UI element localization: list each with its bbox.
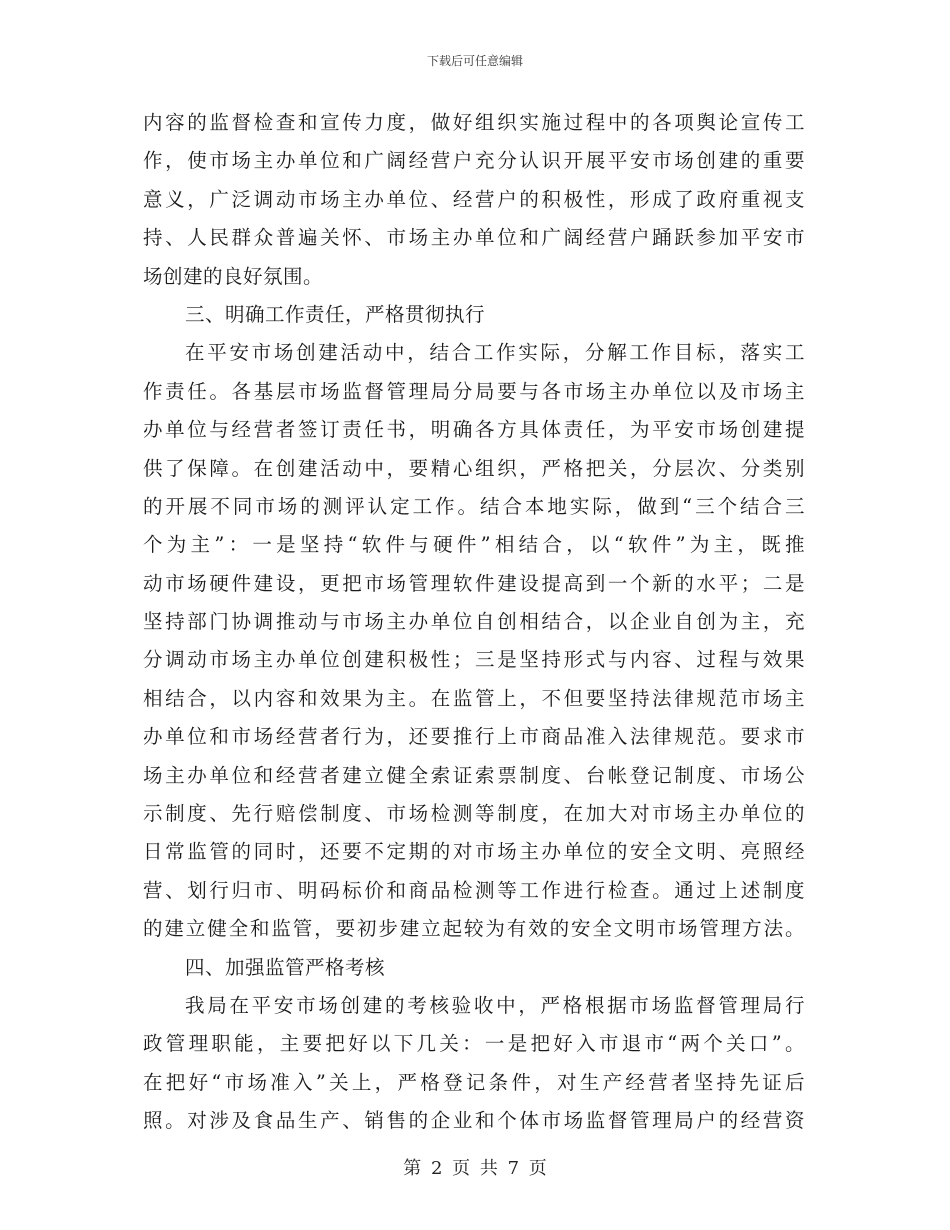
paragraph-line: 示制度、先行赔偿制度、市场检测等制度，在加大对市场主办单位的 <box>143 802 805 826</box>
paragraph-line: 办单位和市场经营者行为，还要推行上市商品准入法律规范。要求市 <box>143 725 805 749</box>
page-number-footer: 第 2 页 共 7 页 <box>403 1158 547 1179</box>
paragraph-line: 坚持部门协调推动与市场主办单位自创相结合，以企业自创为主，充 <box>143 610 805 634</box>
paragraph-line: 作责任。各基层市场监督管理局分局要与各市场主办单位以及市场主 <box>143 379 805 403</box>
paragraph-line: 我局在平安市场创建的考核验收中，严格根据市场监督管理局行 <box>185 993 805 1017</box>
paragraph-line: 的开展不同市场的测评认定工作。结合本地实际，做到“三个结合三 <box>143 494 805 518</box>
page-header-note: 下载后可任意编辑 <box>426 54 523 68</box>
paragraph-line: 动市场硬件建设，更把市场管理软件建设提高到一个新的水平；二是 <box>143 571 805 595</box>
paragraph-line: 营、划行归市、明码标价和商品检测等工作进行检查。通过上述制度 <box>143 878 805 902</box>
paragraph-line: 意义，广泛调动市场主办单位、经营户的积极性，形成了政府重视支 <box>143 187 805 211</box>
paragraph-line: 持、人民群众普遍关怀、市场主办单位和广阔经营户踊跃参加平安市 <box>143 226 805 250</box>
paragraph-line: 办单位与经营者签订责任书，明确各方具体责任，为平安市场创建提 <box>143 418 805 442</box>
paragraph-line: 的建立健全和监管，要初步建立起较为有效的安全文明市场管理方法。 <box>143 917 805 941</box>
paragraph-line: 个为主”：一是坚持“软件与硬件”相结合，以“软件”为主，既推 <box>143 533 805 557</box>
paragraph-line: 照。对涉及食品生产、销售的企业和个体市场监督管理局户的经营资 <box>143 1109 805 1133</box>
paragraph-line: 日常监管的同时，还要不定期的对市场主办单位的安全文明、亮照经 <box>143 840 805 864</box>
paragraph-line: 政管理职能，主要把好以下几关：一是把好入市退市“两个关口”。 <box>143 1032 805 1056</box>
paragraph-line: 在平安市场创建活动中，结合工作实际，分解工作目标，落实工 <box>185 341 805 365</box>
paragraph-line: 内容的监督检查和宣传力度，做好组织实施过程中的各项舆论宣传工 <box>143 111 805 134</box>
paragraph-line: 相结合，以内容和效果为主。在监管上，不但要坚持法律规范市场主 <box>143 686 805 710</box>
paragraph-line: 在把好“市场准入”关上，严格登记条件，对生产经营者坚持先证后 <box>143 1070 805 1094</box>
paragraph-line: 场创建的良好氛围。 <box>143 264 324 288</box>
paragraph-line: 作，使市场主办单位和广阔经营户充分认识开展平安市场创建的重要 <box>143 149 805 173</box>
section-heading: 三、明确工作责任，严格贯彻执行 <box>185 302 486 326</box>
document-body <box>143 104 805 1141</box>
paragraph-line: 场主办单位和经营者建立健全索证索票制度、台帐登记制度、市场公 <box>143 763 805 787</box>
paragraph-line: 分调动市场主办单位创建积极性；三是坚持形式与内容、过程与效果 <box>143 648 805 672</box>
paragraph-line: 供了保障。在创建活动中，要精心组织，严格把关，分层次、分类别 <box>143 456 805 480</box>
section-heading: 四、加强监管严格考核 <box>185 955 386 979</box>
